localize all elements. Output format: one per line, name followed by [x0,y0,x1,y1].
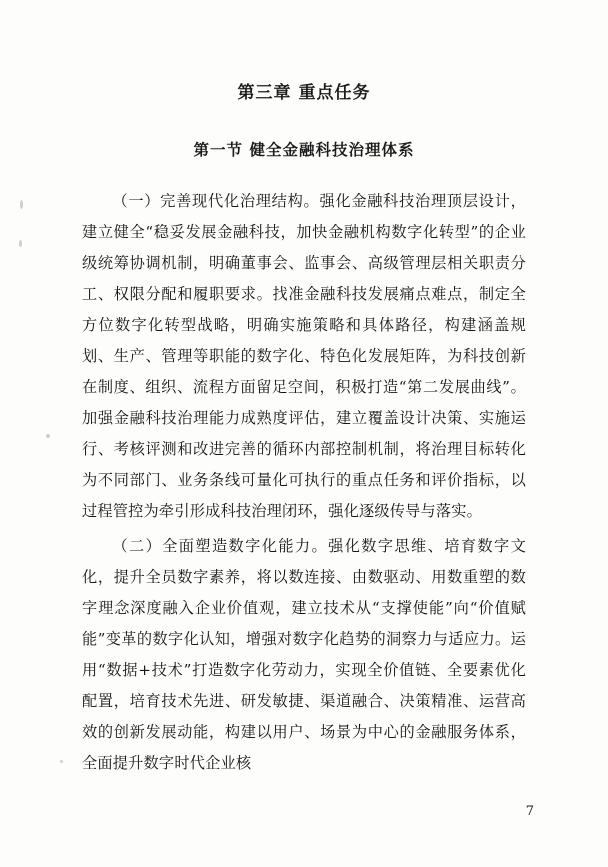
section-title: 第一节 健全金融科技治理体系 [193,140,415,159]
paragraph: （二）全面塑造数字化能力。强化数字思维、培育数字文化，提升全员数字素养，将以数连接、由数驱动、用数重塑的数字理念深度融入企业价值观，建立技术从“支撑使能”向“价值赋能”变革的数字化认知，增强对数字化趋势的洞察力与适应力。运用“数据+技术”打造数字化劳动力，实现全价值链、全要素优化配置，培育技术先进、研发敏捷、渠道融合、决策精准、运营高效的创新发展动能，构建以用户、场景为中心的金融服务体系，全面提升数字时代企业核 [82,537,526,772]
chapter-title: 第三章 重点任务 [237,83,371,103]
paragraph: （一）完善现代化治理结构。强化金融科技治理顶层设计，建立健全“稳妥发展金融科技，加快金融机构数字化转型”的企业级统筹协调机制，明确董事会、监事会、高级管理层相关职责分工、权限分配和履职要求。找准金融科技发展痛点难点，制定全方位数字化转型战略，明确实施策略和具体路径，构建涵盖规划、生产、管理等职能的数字化、特色化发展矩阵，为科技创新在制度、组织、流程方面留足空间，积极打造“第二发展曲线”。加强金融科技治理能力成熟度评估，建立覆盖设计决策、实施运行、考核评测和改进完善的循环内部控制机制，将治理目标转化为不同部门、业务条线可量化可执行的重点任务和评价指标，以过程管控为牵引形成科技治理闭环，强化逐级传导与落实。 [82,192,526,520]
body-text [82,186,526,783]
page-number: 7 [525,804,534,819]
